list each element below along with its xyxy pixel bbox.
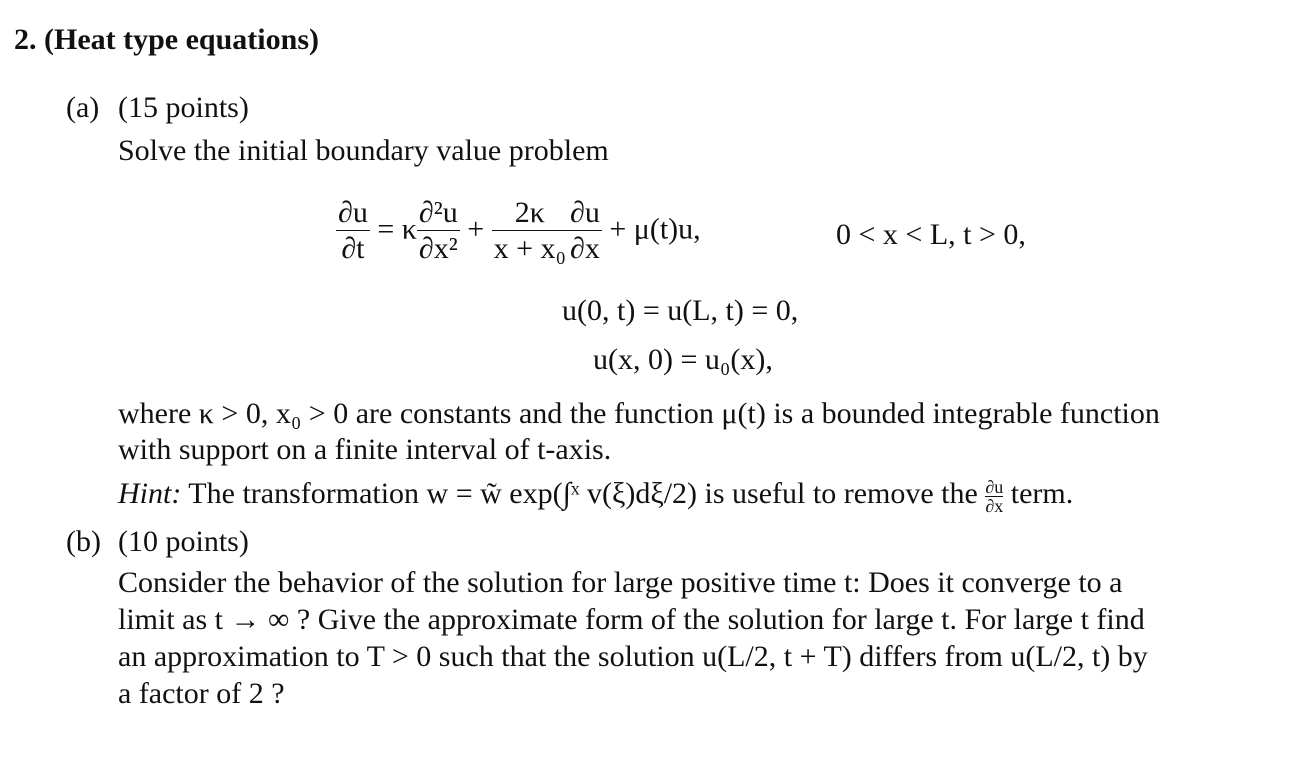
hint-fraction <box>985 478 1003 515</box>
part-a-intro: Solve the initial boundary value problem <box>118 134 609 167</box>
second-derivative-numerator: ∂²u <box>418 196 458 229</box>
second-derivative-fraction <box>417 196 460 267</box>
part-b-label: (b) <box>66 525 101 558</box>
coefficient-fraction <box>492 196 568 267</box>
problem-number: 2. <box>14 23 37 56</box>
hint-end: term. <box>1010 477 1074 510</box>
problem-title: (Heat type equations) <box>44 23 319 56</box>
part-b-points: (10 points) <box>118 525 249 558</box>
part-b-line-4: a factor of 2 ? <box>118 677 285 710</box>
hint-label: Hint: <box>118 477 182 510</box>
plus-sign: + <box>467 212 485 246</box>
hint-fraction-denominator: ∂x <box>985 495 1004 516</box>
lhs-denominator: ∂t <box>341 232 365 265</box>
coefficient-numerator: 2κ <box>492 196 568 231</box>
where-line-2: with support on a finite interval of t-axis. <box>118 433 612 466</box>
hint-fraction-numerator: ∂u <box>985 476 1004 497</box>
where-line-1: where κ > 0, x₀ > 0 are constants and the function μ(t) is a bounded integrable function <box>118 397 1160 430</box>
coefficient-denominator: x + x₀ <box>493 232 567 265</box>
pde-equation <box>336 196 701 267</box>
part-a-points: (15 points) <box>118 91 249 124</box>
first-derivative-denominator: ∂x <box>570 232 600 265</box>
part-b-line-1: Consider the behavior of the solution for large positive time t: Does it converge to a <box>118 566 1123 599</box>
boundary-condition: u(0, t) = u(L, t) = 0, <box>562 294 799 327</box>
lhs-numerator: ∂u <box>338 196 368 229</box>
second-derivative-denominator: ∂x² <box>418 232 458 265</box>
part-b-line-2: limit as t → ∞ ? Give the approximate form of the solution for large t. For large t find <box>118 603 1145 636</box>
part-a-label: (a) <box>66 91 100 124</box>
first-derivative-fraction <box>568 196 602 267</box>
hint-text: The transformation w = w̃ exp(∫ˣ v(ξ)dξ/2) is useful to remove the <box>188 477 978 510</box>
pde-tail: + μ(t)u, <box>609 212 701 246</box>
first-derivative-numerator: ∂u <box>570 196 600 229</box>
equals-kappa: = κ <box>377 212 417 246</box>
hint-line <box>118 476 1073 515</box>
problem-heading <box>14 22 319 58</box>
initial-condition: u(x, 0) = u₀(x), <box>593 343 773 376</box>
part-b-line-3: an approximation to T > 0 such that the solution u(L/2, t + T) differs from u(L/2, t) by <box>118 640 1148 673</box>
pde-domain: 0 < x < L, t > 0, <box>836 218 1026 251</box>
lhs-fraction <box>336 196 370 267</box>
